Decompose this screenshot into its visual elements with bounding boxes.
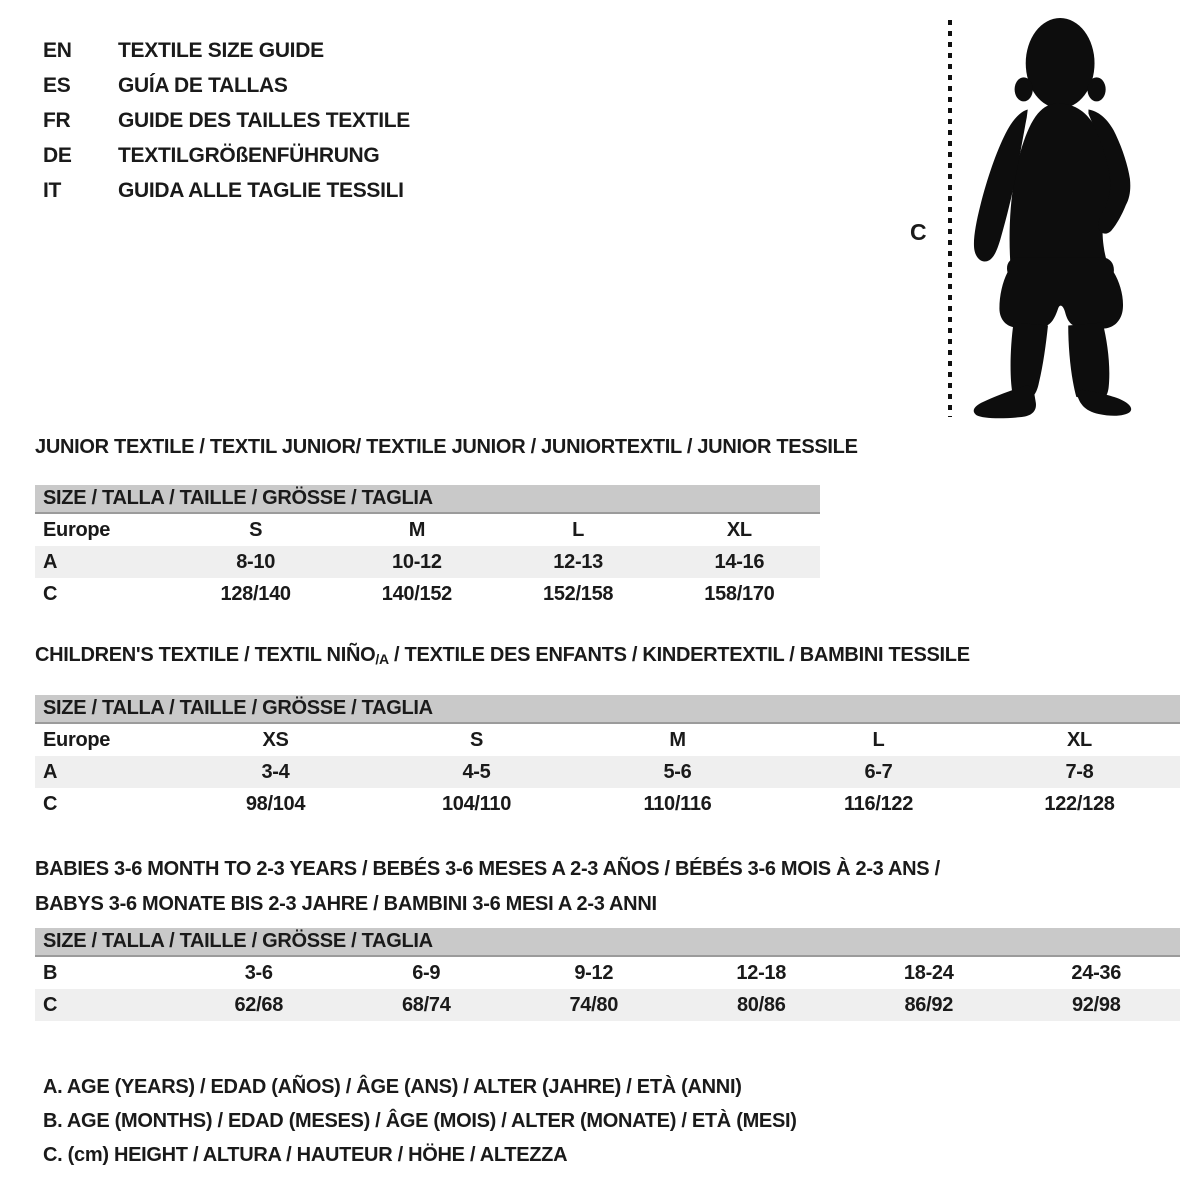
table-cell: 18-24 (903, 961, 954, 984)
table-cell: 12-13 (498, 546, 659, 578)
section-junior-textile (35, 436, 858, 610)
table-cell: 128/140 (220, 582, 291, 605)
language-row (43, 138, 410, 173)
table-cell: S (469, 728, 484, 751)
table-row (35, 989, 1180, 1021)
table-cell: L (872, 728, 885, 751)
table-cell: 8-10 (175, 546, 336, 578)
table-cell: 5-6 (577, 756, 778, 788)
table-cell: 152/158 (543, 582, 614, 605)
row-label: B (43, 961, 58, 984)
language-title: GUÍA DE TALLAS (118, 74, 288, 97)
table-cell: 9-12 (574, 961, 614, 984)
language-row (43, 173, 410, 208)
table-cell: M (669, 728, 686, 751)
row-label: C (35, 989, 175, 1021)
language-code: IT (43, 179, 62, 202)
language-code: EN (43, 39, 72, 62)
section-title-line: BABYS 3-6 MONATE BIS 2-3 JAHRE / BAMBINI 3-6 MESI A 2-3 ANNI (35, 893, 657, 915)
language-code: ES (43, 74, 71, 97)
language-title: TEXTILGRÖßENFÜHRUNG (118, 144, 380, 167)
language-header (43, 33, 410, 208)
row-label: Europe (43, 728, 111, 751)
section-title (35, 645, 1180, 669)
footnote-c: C. (cm) HEIGHT / ALTURA / HAUTEUR / HÖHE / ALTEZZA (43, 1144, 568, 1166)
height-measure-label: C (910, 219, 927, 245)
table-cell: XS (262, 728, 289, 751)
table-cell: 98/104 (245, 792, 306, 815)
table-cell: 158/170 (704, 582, 775, 605)
section-title-text: / TEXTILE DES ENFANTS / KINDERTEXTIL / BAMBINI TESSILE (388, 644, 970, 666)
section-childrens-textile (35, 645, 1180, 820)
section-title (35, 852, 1180, 922)
table-cell: 4-5 (376, 756, 577, 788)
table-cell: 116/122 (843, 792, 914, 815)
size-header-bar: SIZE / TALLA / TAILLE / GRÖSSE / TAGLIA (35, 485, 820, 514)
table-row (35, 788, 1180, 820)
table-cell: 10-12 (336, 546, 497, 578)
row-label: C (43, 792, 58, 815)
table-row (35, 578, 820, 610)
row-label: A (35, 546, 175, 578)
table-cell: 6-7 (778, 756, 979, 788)
table-cell: 62/68 (175, 989, 343, 1021)
table-cell: XL (726, 518, 752, 541)
language-code: FR (43, 109, 71, 132)
junior-size-table (35, 514, 820, 610)
table-row (35, 546, 820, 578)
section-title-subscript: /A (375, 651, 389, 667)
size-header-bar: SIZE / TALLA / TAILLE / GRÖSSE / TAGLIA (35, 695, 1180, 724)
table-cell: 110/116 (643, 792, 712, 815)
table-cell: 92/98 (1013, 989, 1181, 1021)
table-cell: 3-6 (244, 961, 273, 984)
height-measure-dashed-line (948, 20, 952, 417)
footnotes (43, 1070, 797, 1172)
table-cell: 7-8 (979, 756, 1180, 788)
row-label: C (43, 582, 58, 605)
section-title-text: CHILDREN'S TEXTILE / TEXTIL NIÑO (35, 644, 376, 666)
table-cell: 104/110 (441, 792, 512, 815)
table-cell: 3-4 (175, 756, 376, 788)
table-cell: 80/86 (678, 989, 846, 1021)
table-cell: M (408, 518, 426, 541)
table-row (35, 514, 820, 546)
table-cell: 6-9 (412, 961, 441, 984)
table-cell: 24-36 (1071, 961, 1122, 984)
section-babies-textile (35, 852, 1180, 1021)
row-label: A (35, 756, 175, 788)
language-row (43, 33, 410, 68)
footnote-b: B. AGE (MONTHS) / EDAD (MESES) / ÂGE (MOIS) / ALTER (MONATE) / ETÀ (MESI) (43, 1110, 797, 1132)
table-cell: 140/152 (381, 582, 452, 605)
table-row (35, 724, 1180, 756)
footnote-a: A. AGE (YEARS) / EDAD (AÑOS) / ÂGE (ANS) / ALTER (JAHRE) / ETÀ (ANNI) (43, 1076, 742, 1098)
section-title: JUNIOR TEXTILE / TEXTIL JUNIOR/ TEXTILE JUNIOR / JUNIORTEXTIL / JUNIOR TESSILE (35, 436, 858, 458)
table-cell: 14-16 (659, 546, 820, 578)
babies-size-table (35, 957, 1180, 1021)
table-cell: 122/128 (1044, 792, 1115, 815)
language-row (43, 103, 410, 138)
row-label: Europe (43, 518, 111, 541)
table-cell: 86/92 (845, 989, 1013, 1021)
table-row (35, 756, 1180, 788)
language-row (43, 68, 410, 103)
children-size-table (35, 724, 1180, 820)
table-cell: 68/74 (343, 989, 511, 1021)
table-row (35, 957, 1180, 989)
section-title-line: BABIES 3-6 MONTH TO 2-3 YEARS / BEBÉS 3-6 MESES A 2-3 AÑOS / BÉBÉS 3-6 MOIS À 2-3 ANS / (35, 858, 940, 880)
language-code: DE (43, 144, 72, 167)
table-cell: XL (1067, 728, 1092, 751)
table-cell: 12-18 (736, 961, 787, 984)
table-cell: 74/80 (510, 989, 678, 1021)
language-title: GUIDE DES TAILLES TEXTILE (118, 109, 410, 132)
toddler-silhouette (963, 13, 1135, 420)
table-cell: L (572, 518, 585, 541)
size-header-bar: SIZE / TALLA / TAILLE / GRÖSSE / TAGLIA (35, 928, 1180, 957)
language-title: GUIDA ALLE TAGLIE TESSILI (118, 179, 404, 202)
language-title: TEXTILE SIZE GUIDE (118, 39, 324, 62)
table-cell: S (249, 518, 263, 541)
